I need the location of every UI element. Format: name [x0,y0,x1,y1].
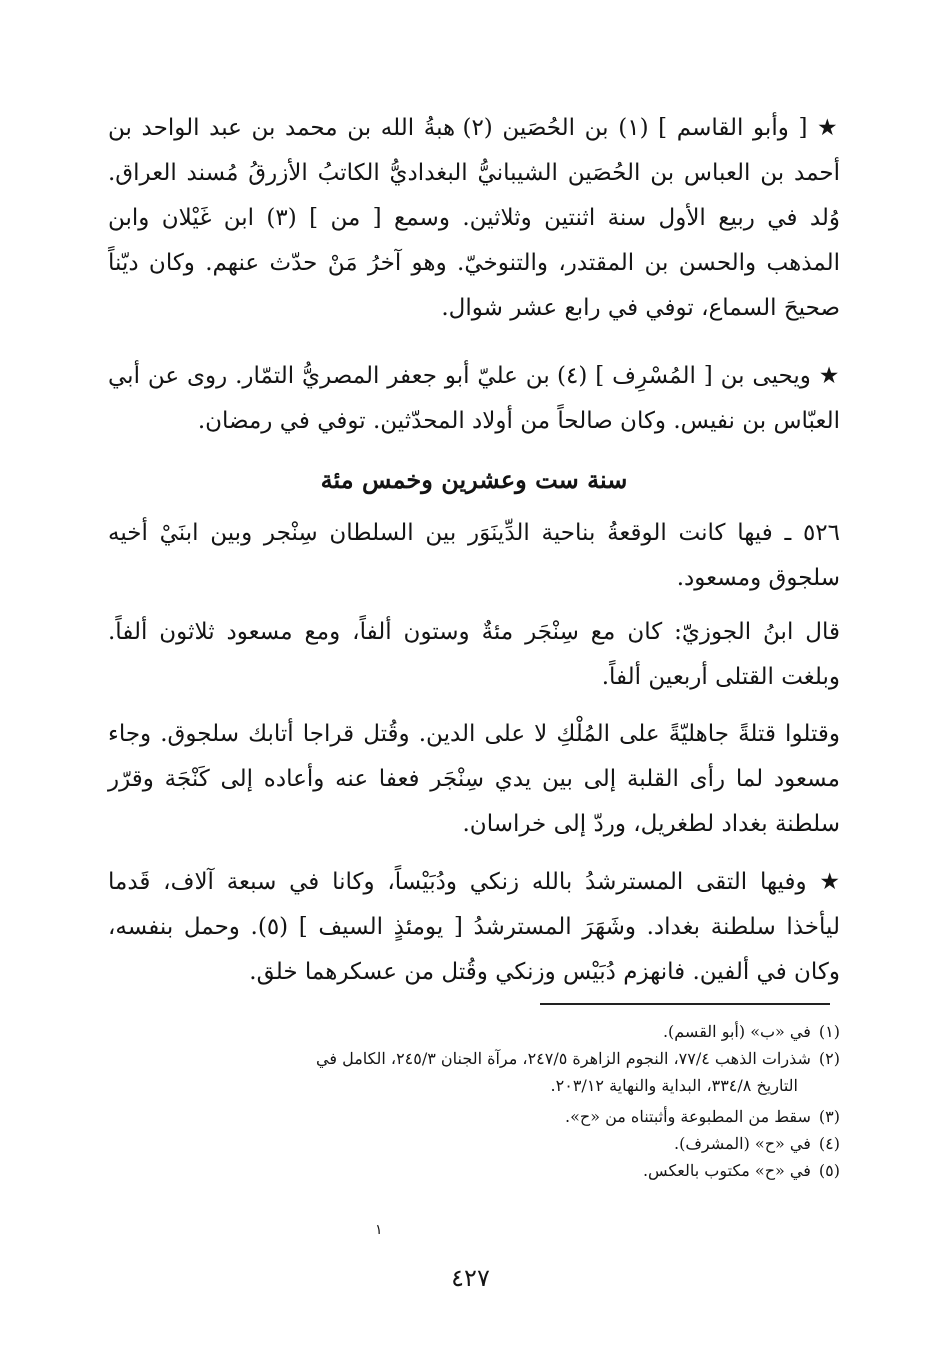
footnote-text: في «ح» مكتوب بالعكس. [642,1161,811,1180]
footnote-number: (٣) [818,1107,840,1126]
footnote-text: في «ب» (أبو القسم). [662,1022,811,1041]
paragraph-text: ٥٢٦ ـ فيها كانت الوقعةُ بناحية الدِّينَوَر بين السلطان سِنْجر وبين ابنَيْ أخيه سلجوق ومسعود. [108,520,840,591]
footnote-2 [130,1045,840,1072]
event-526-paragraph [108,511,840,601]
mustarshid-paragraph [108,860,840,995]
stray-mark: ١ [375,1222,383,1238]
footnote-4 [130,1130,840,1157]
footnote-divider [540,1003,830,1005]
paragraph-text: وقتلوا قتلةً جاهليّةً على المُلْكِ لا على الدين. وقُتل قراجا أتابك سلجوق. وجاء مسعود لما رأى القلبة إلى بين يدي سِنْجَر فعفا عنه وأعاده إلى كَنْجَة وقرّر سلطنة بغداد لطغريل، وردّ إلى خراسان. [108,721,840,837]
footnote-number: (٢) [818,1049,840,1068]
paragraph-text: قال ابنُ الجوزيّ: كان مع سِنْجَر مئةٌ وستون ألفاً، ومع مسعود ثلاثون ألفاً. وبلغت القتلى أربعين ألفاً. [108,619,840,690]
ibn-al-jawzi-quote [108,610,840,700]
footnote-number: (٥) [818,1161,840,1180]
footnote-5 [130,1157,840,1184]
footnote-number: (١) [818,1022,840,1041]
year-heading: سنة ست وعشرين وخمس مئة [320,465,628,494]
footnote-text: في «ح» (المشرف). [674,1134,811,1153]
paragraph-text: ★ ويحيى بن [ المُسْرِف ] (٤) بن عليّ أبو جعفر المصريُّ التمّار. روى عن أبي العبّاس بن نفيس. وكان صالحاً من أولاد المحدّثين. توفي في رمضان. [108,363,840,434]
paragraph-text: ★ وفيها التقى المسترشدُ بالله زنكي ودُبَيْساً، وكانا في سبعة آلاف، قَدما ليأخذا سلطنة بغداد. وشَهَرَ المسترشدُ [ يومئذٍ السيف ] (٥). وحمل بنفسه، وكان في ألفين. فانهزم دُبَيْس وزنكي وقُتل من عسكرهما خلق. [108,869,840,985]
paragraph-text: ★ [ وأبو القاسم ] (١) بن الحُصَين (٢) هبةُ الله بن محمد بن عبد الواحد بن أحمد بن العباس بن الحُصَين الشيبانيُّ البغداديُّ الكاتبُ الأزرقُ مُسند العراق. وُلد في ربيع الأول سنة اثنتين وثلاثين. وسمع [ من ] (٣) ابن غَيْلان وابن المذهب والحسن بن المقتدر، والتنوخيّ. وهو آخرُ مَنْ حدّث عنهم. وكان ديّناً صحيحَ السماع، توفي في رابع عشر شوال. [108,115,841,321]
footnote-2-continuation: التاريخ ٣٣٤/٨، البداية والنهاية ٢٠٣/١٢. [550,1076,798,1095]
footnotes [130,1018,840,1184]
footnote-number: (٤) [818,1134,840,1153]
page-number: ٤٢٧ [451,1264,490,1292]
biography-yahya-ibn-al-musrif [108,354,840,444]
biography-ibn-al-husayn [108,106,840,331]
footnote-3 [130,1103,840,1130]
footnote-text: سقط من المطبوعة وأثبتناه من «ح». [565,1107,811,1126]
footnote-1 [130,1018,840,1045]
battle-aftermath-paragraph [108,712,840,847]
footnote-text: شذرات الذهب ٧٧/٤، النجوم الزاهرة ٢٤٧/٥، مرآة الجنان ٢٤٥/٣، الكامل في [316,1049,811,1068]
